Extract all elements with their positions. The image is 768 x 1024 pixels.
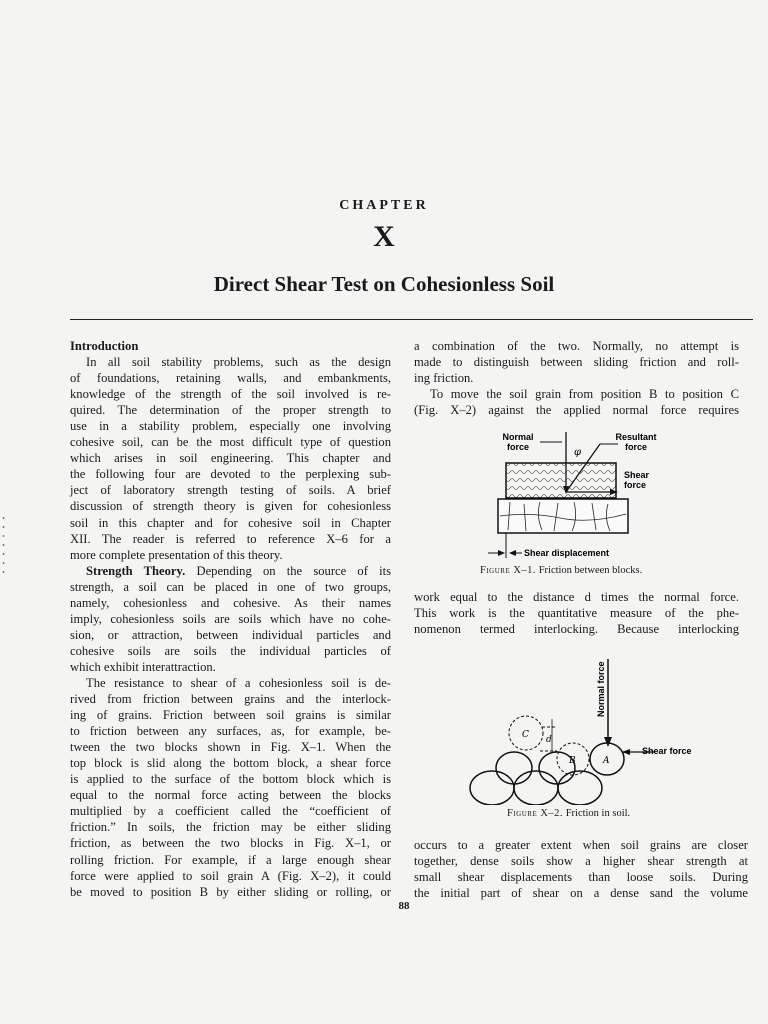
text-line: XII. The reader is referred to reference X–6 for a xyxy=(70,531,391,546)
fig1-phi-label: φ xyxy=(574,447,582,458)
text-line: use in a stability problem, especially one involving xyxy=(70,419,391,434)
chapter-label: CHAPTER xyxy=(339,198,429,213)
text-line: which arises in soil engineering. This chapter and xyxy=(70,451,391,466)
text-line: ject of laboratory strength testing of soils. A brief xyxy=(70,483,391,498)
figure2-number: Figure X–2. xyxy=(507,808,564,819)
fig1-normal-label: Normal xyxy=(502,432,534,442)
text-line: tween the two blocks shown in Fig. X–1. When the xyxy=(70,740,391,755)
figure-friction-between-blocks xyxy=(470,428,680,563)
text-line: ing of grains. Friction between soil grains is similar xyxy=(70,708,391,723)
text-line: ing friction. xyxy=(414,371,474,386)
fig2-normal-label: Normal force xyxy=(596,661,606,717)
text-line: (Fig. X–2) against the applied normal force requires xyxy=(414,403,739,418)
text-line: the following four are devoted to the perplexing sub- xyxy=(70,467,391,482)
text-line: rolling friction. For example, if a large enough shear xyxy=(70,852,391,867)
text-line: equal to the normal force acting between the blocks xyxy=(70,788,391,803)
text-line: together, dense soils show a higher shear strength at xyxy=(414,854,748,869)
text-line: a combination of the two. Normally, no attempt is xyxy=(414,339,739,353)
fig1-shear-label: Shear xyxy=(624,470,650,480)
text-line: sion, or attraction, between individual particles and xyxy=(70,627,391,642)
text-line: soil in this chapter and for cohesive soil in Chapter xyxy=(70,515,391,530)
text-line: of foundations, retaining walls, and embankments, xyxy=(70,371,391,386)
text-line: namely, cohesionless and cohesive. As their names xyxy=(70,595,391,610)
strength-heading: Strength Theory. xyxy=(86,563,186,578)
fig1-displacement-label: Shear displacement xyxy=(524,548,610,558)
text-line: strength, a soil can be placed in one of two groups, xyxy=(70,579,391,594)
text-line: force were applied to soil grain A (Fig. X–2), it could xyxy=(70,868,391,883)
text-line: quired. The determination of the proper strength to xyxy=(70,403,391,418)
text-line: small shear displacements than loose soils. During xyxy=(414,870,748,885)
text-line: friction.” In soils, the friction may be either sliding xyxy=(70,820,391,835)
chapter-title: Direct Shear Test on Cohesionless Soil xyxy=(213,272,555,296)
fig2-shear-label: Shear force xyxy=(642,746,692,756)
fig1-normal-label2: force xyxy=(506,442,530,452)
text-line: which exhibit interattraction. xyxy=(70,659,216,674)
text-line: work equal to the distance d times the normal force. xyxy=(414,590,739,604)
text-line: the initial part of shear on a dense sand the volume xyxy=(414,886,748,901)
text-line: more complete presentation of this theory. xyxy=(70,547,283,562)
figure1-number: Figure X–1. xyxy=(480,565,537,576)
grain-b-label: B xyxy=(569,756,576,766)
right-column-top xyxy=(414,338,739,418)
text-line: This work is the quantitative measure of the phe- xyxy=(414,606,739,621)
text-line: friction, as between the two blocks in Fig. X–1, or xyxy=(70,836,391,851)
heading-rule xyxy=(70,319,753,320)
text-line: top block is slid along the bottom block, a shear force xyxy=(70,756,391,771)
text-line: To move the soil grain from position B to position C xyxy=(430,387,739,402)
fig1-shear-label2: force xyxy=(624,480,647,490)
text-line: knowledge of the strength of the soil involved is re- xyxy=(70,387,391,402)
left-column xyxy=(70,338,391,900)
text-line: cohesive soils are soils the individual particles of xyxy=(70,643,391,658)
figure1-caption xyxy=(480,565,642,576)
text-line: Depending on the source of its xyxy=(196,563,391,578)
text-line: cohesive soil, can be the most difficult type of question xyxy=(70,435,391,450)
text-line: made to distinguish between sliding friction and roll- xyxy=(414,355,739,370)
page-number: 88 xyxy=(398,900,410,912)
fig2-d-label: d xyxy=(546,735,552,745)
fig1-resultant-label: Resultant xyxy=(615,432,657,442)
introduction-heading: Introduction xyxy=(70,339,139,353)
text-line: be moved to position B by either sliding or rolling, or xyxy=(70,884,391,899)
strength-paragraph-first-line xyxy=(70,563,391,579)
right-column-middle xyxy=(414,589,739,637)
text-line: nomenon termed interlocking. Because interlocking xyxy=(414,622,739,637)
text-line: discussion of strength theory is given for cohesionless xyxy=(70,499,391,514)
figure2-caption-text: Friction in soil. xyxy=(565,808,631,819)
text-line: to friction between any surfaces, as, for example, be- xyxy=(70,724,391,739)
text-line: occurs to a greater extent when soil grains are closer xyxy=(414,838,748,852)
binding-marks xyxy=(2,515,5,579)
text-line: is applied to the surface of the bottom block which is xyxy=(70,772,391,787)
figure1-caption-text: Friction between blocks. xyxy=(538,565,643,576)
text-line: multiplied by a coefficient called the “coefficient of xyxy=(70,804,391,819)
text-line: In all soil stability problems, such as the design xyxy=(86,355,391,370)
figure2-caption xyxy=(507,808,630,819)
text-line: imply, cohesionless soils are soils which have no cohe- xyxy=(70,611,391,626)
chapter-number: X xyxy=(373,220,395,253)
text-line: rived from friction between grains and the interlock- xyxy=(70,692,391,707)
grain-c-label: C xyxy=(522,730,529,740)
fig1-resultant-label2: force xyxy=(624,442,648,452)
grain-a-label: A xyxy=(603,756,610,766)
figure-friction-in-soil xyxy=(462,655,712,805)
right-column-bottom xyxy=(414,837,748,901)
text-line: The resistance to shear of a cohesionless soil is de- xyxy=(86,675,391,690)
